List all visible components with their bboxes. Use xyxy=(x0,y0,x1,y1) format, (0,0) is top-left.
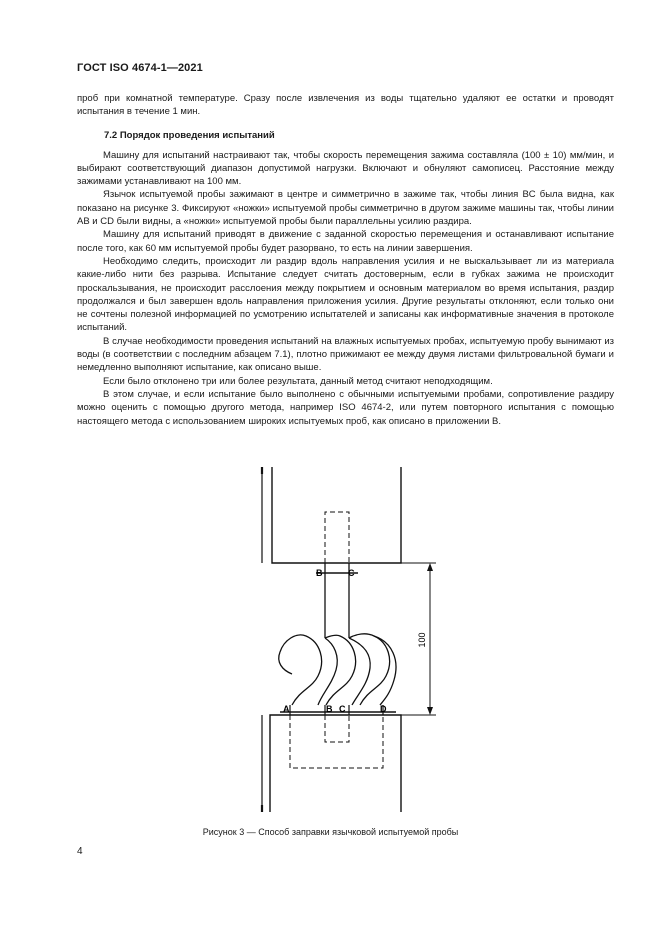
paragraph-7: В этом случае, и если испытание было выполнено с обычными испытуемыми пробами, сопротивление раздиру можно оценить с помощью другого метода, например ISO 4674-2, или путем повторного испытания с помощью настоящего метода с использованием широких испытуемых проб, как описано в приложении B. xyxy=(77,388,614,427)
paragraph-1: Машину для испытаний настраивают так, чтобы скорость перемещения зажима составляла (100 ± 10) мм/мин, и выбирают соответствующий диапазон допустимой нагрузки. Включают и обнуляют самописец. Расстояние между зажимами устанавливают на 100 мм. xyxy=(77,149,614,188)
label-c-upper: C xyxy=(348,568,355,578)
specimen-hidden-lower xyxy=(290,715,383,768)
label-b-upper: B xyxy=(316,568,323,578)
paragraph-4: Необходимо следить, происходит ли раздир вдоль направления усилия и не выскальзывает ли из материала какие-либо нити без разрыва. Испытание следует считать достоверным, если в губках зажима не происходит проскальзывания, не происходит расслоения между покрытием и основным материалом во время испытания, раздир продолжался и был завершен вдоль направления приложения усилия. Другие результаты отклоняют, если только они не сочтены полезной информацией по усмотрению испытателей и записаны как информативные значения в протоколе испытаний. xyxy=(77,255,614,334)
label-a: A xyxy=(283,704,290,714)
intro-paragraph: проб при комнатной температуре. Сразу после извлечения из воды тщательно удаляют ее остатки и проводят испытания в течение 1 мин. xyxy=(77,93,614,118)
page-number: 4 xyxy=(77,846,83,857)
section-title: 7.2 Порядок проведения испытаний xyxy=(104,129,275,141)
paragraph-6: Если было отклонено три или более результата, данный метод считают неподходящим. xyxy=(103,375,493,387)
document-header: ГОСТ ISO 4674-1—2021 xyxy=(77,62,203,74)
dimension-100 xyxy=(401,563,436,715)
tongue-hidden-part xyxy=(325,512,349,563)
paragraph-5: В случае необходимости проведения испытаний на влажных испытуемых пробах, испытуемую пробу вынимают из воды (в соответствии с последним абзацем 7.1), плотно прижимают ее между двумя листами фильтровальной бумаги и немедленно выполняют испытание, как описано выше. xyxy=(77,335,614,374)
label-b-lower: B xyxy=(326,704,333,714)
specimen-curled-legs xyxy=(279,634,396,705)
label-c-lower: C xyxy=(339,704,346,714)
figure-caption: Рисунок 3 — Способ заправки язычковой испытуемой пробы xyxy=(202,827,459,837)
lower-clamp xyxy=(262,705,401,812)
paragraph-3: Машину для испытаний приводят в движение с заданной скоростью перемещения и останавливают испытание после того, как 60 мм испытуемой пробы будет разорвано, то есть на линии завершения. xyxy=(77,229,614,254)
paragraph-2: Язычок испытуемой пробы зажимают в центре и симметрично в зажиме так, чтобы линия BC была видна, как показано на рисунке 3. Фиксируют «ножки» испытуемой пробы симметрично в другом зажиме машины так, чтобы линии AB и CD были видны, а «ножки» испытуемой пробы были параллельны усилию раздира. xyxy=(77,189,614,228)
label-d: D xyxy=(380,704,387,714)
dimension-label: 100 xyxy=(417,632,427,648)
upper-clamp xyxy=(262,467,401,563)
